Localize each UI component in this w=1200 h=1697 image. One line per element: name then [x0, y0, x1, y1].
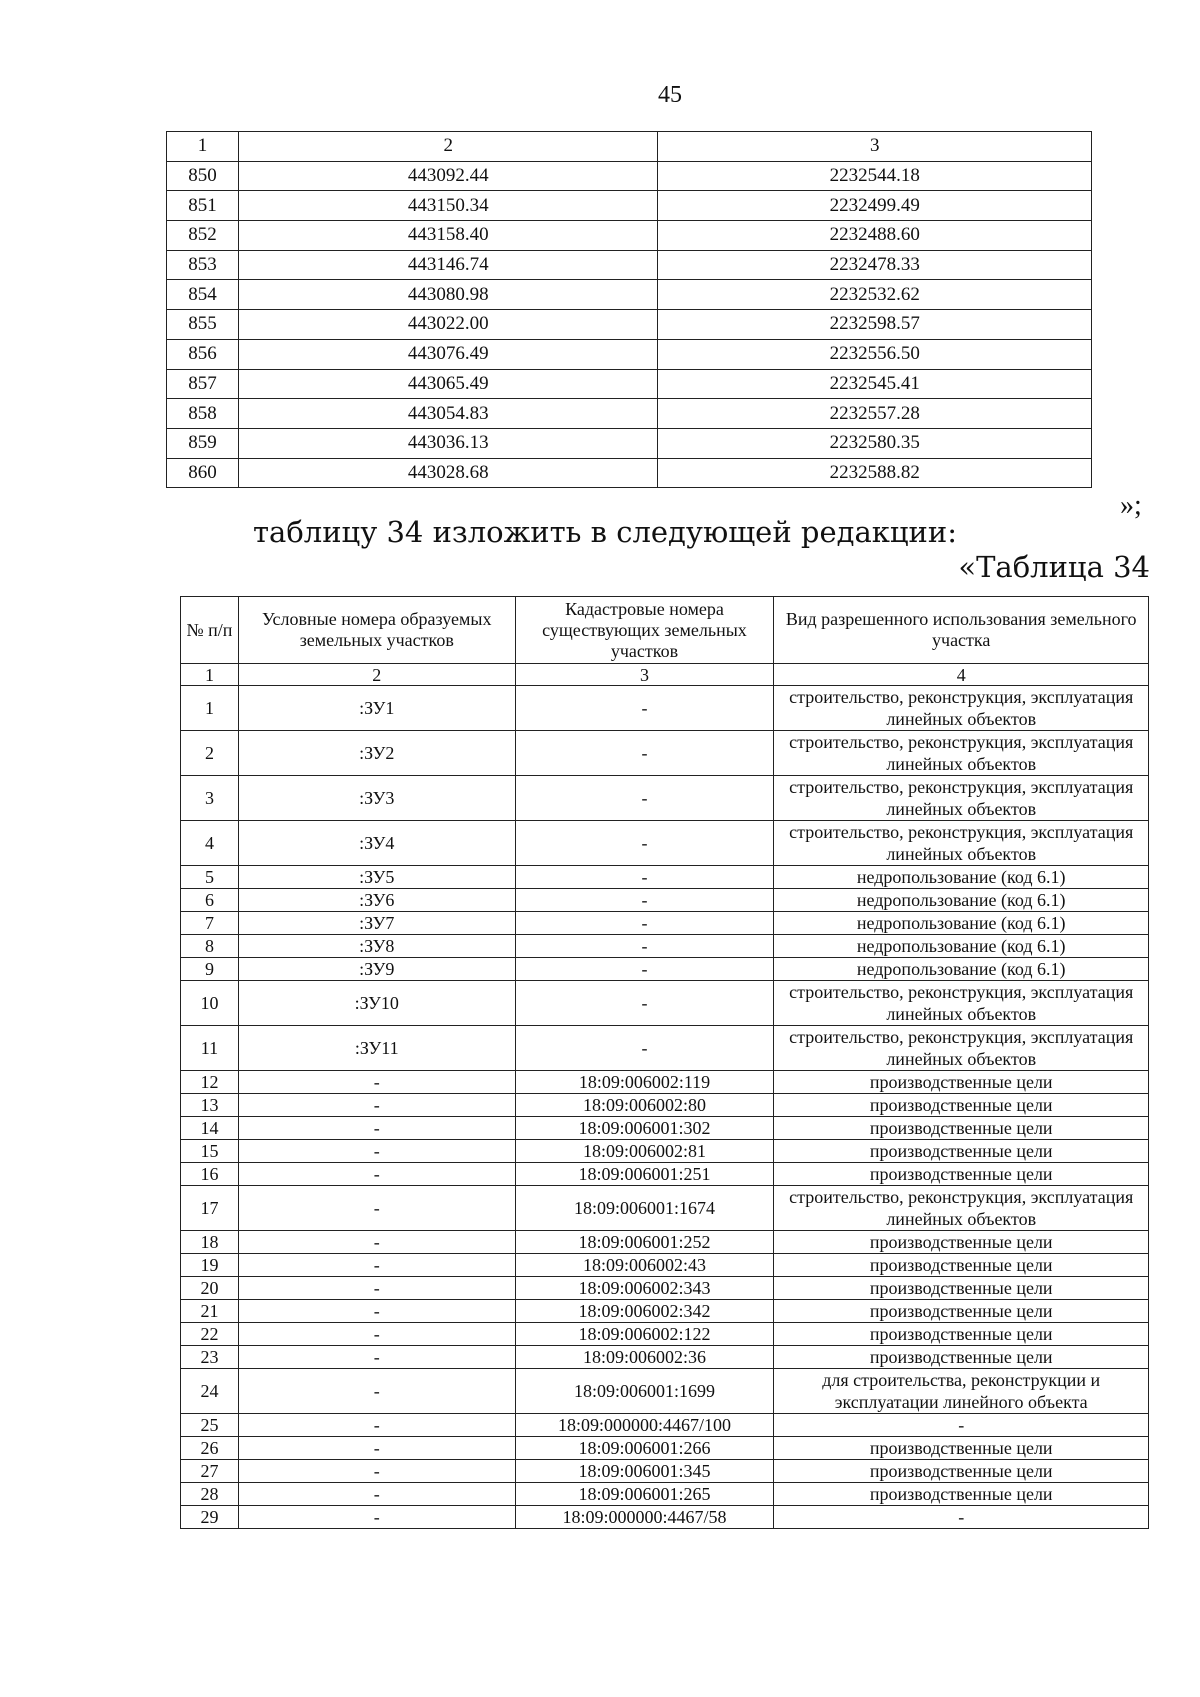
x-coordinate-cell: 443022.00 — [238, 310, 658, 340]
land-use-cell: строительство, реконструкция, эксплуатация линейных объектов — [774, 1026, 1149, 1071]
cadastral-number-cell: 18:09:006002:80 — [515, 1094, 774, 1117]
cadastral-number-cell: 18:09:006001:251 — [515, 1163, 774, 1186]
point-number-cell: 857 — [167, 369, 239, 399]
land-use-cell: строительство, реконструкция, эксплуатация линейных объектов — [774, 981, 1149, 1026]
table-header-row — [167, 132, 1092, 162]
cadastral-number-cell: - — [515, 935, 774, 958]
cadastral-number-cell: 18:09:006002:119 — [515, 1071, 774, 1094]
x-coordinate-cell: 443158.40 — [238, 221, 658, 251]
table-row — [167, 458, 1092, 488]
row-number-cell: 8 — [181, 935, 239, 958]
cadastral-number-cell: 18:09:000000:4467/100 — [515, 1414, 774, 1437]
land-use-cell: строительство, реконструкция, эксплуатация линейных объектов — [774, 731, 1149, 776]
row-number-cell: 18 — [181, 1231, 239, 1254]
table-row — [167, 161, 1092, 191]
row-number-cell: 16 — [181, 1163, 239, 1186]
row-number-cell: 4 — [181, 821, 239, 866]
table-row — [181, 935, 1149, 958]
table-row — [181, 1369, 1149, 1414]
column-number-cell: 3 — [515, 664, 774, 686]
cadastral-number-cell: 18:09:006001:1674 — [515, 1186, 774, 1231]
table-row — [181, 958, 1149, 981]
row-number-cell: 20 — [181, 1277, 239, 1300]
plot-designation-cell: - — [238, 1414, 515, 1437]
land-use-cell: производственные цели — [774, 1277, 1149, 1300]
plot-designation-cell: - — [238, 1071, 515, 1094]
cadastral-number-cell: - — [515, 981, 774, 1026]
page-number: 45 — [658, 82, 682, 108]
plot-designation-cell: - — [238, 1140, 515, 1163]
land-use-cell: недропользование (код 6.1) — [774, 912, 1149, 935]
x-coordinate-cell: 443065.49 — [238, 369, 658, 399]
cadastral-number-cell: 18:09:006002:122 — [515, 1323, 774, 1346]
plot-designation-cell: - — [238, 1277, 515, 1300]
table-row — [181, 821, 1149, 866]
table-row — [181, 1231, 1149, 1254]
point-number-cell: 860 — [167, 458, 239, 488]
table-row — [181, 1186, 1149, 1231]
plot-designation-cell: :ЗУ4 — [238, 821, 515, 866]
x-coordinate-cell: 443076.49 — [238, 339, 658, 369]
plot-designation-cell: - — [238, 1323, 515, 1346]
land-use-cell: производственные цели — [774, 1094, 1149, 1117]
table-row — [167, 280, 1092, 310]
table-row — [181, 1483, 1149, 1506]
table-row — [181, 1163, 1149, 1186]
plot-designation-cell: :ЗУ6 — [238, 889, 515, 912]
point-number-cell: 856 — [167, 339, 239, 369]
plot-designation-cell: :ЗУ10 — [238, 981, 515, 1026]
plot-designation-cell: - — [238, 1117, 515, 1140]
row-number-cell: 28 — [181, 1483, 239, 1506]
row-number-cell: 1 — [181, 686, 239, 731]
land-use-cell: - — [774, 1506, 1149, 1529]
plot-designation-cell: :ЗУ9 — [238, 958, 515, 981]
land-plots-table — [180, 596, 1149, 1529]
cadastral-number-cell: 18:09:006002:342 — [515, 1300, 774, 1323]
plot-designation-cell: - — [238, 1346, 515, 1369]
plot-designation-cell: :ЗУ11 — [238, 1026, 515, 1071]
column-number-row — [181, 664, 1149, 686]
land-use-cell: недропользование (код 6.1) — [774, 935, 1149, 958]
table-row — [167, 428, 1092, 458]
row-number-cell: 3 — [181, 776, 239, 821]
point-number-cell: 858 — [167, 399, 239, 429]
table-row — [181, 1346, 1149, 1369]
point-number-cell: 850 — [167, 161, 239, 191]
table-row — [181, 1254, 1149, 1277]
table-row — [181, 1026, 1149, 1071]
y-coordinate-cell: 2232580.35 — [658, 428, 1092, 458]
point-number-cell: 855 — [167, 310, 239, 340]
table-row — [181, 1437, 1149, 1460]
column-number-cell: 4 — [774, 664, 1149, 686]
table-row — [181, 1414, 1149, 1437]
cadastral-number-cell: 18:09:006002:81 — [515, 1140, 774, 1163]
plot-designation-cell: - — [238, 1460, 515, 1483]
row-number-cell: 29 — [181, 1506, 239, 1529]
point-number-cell: 852 — [167, 221, 239, 251]
plot-designation-cell: :ЗУ1 — [238, 686, 515, 731]
table-row — [181, 866, 1149, 889]
land-use-cell: - — [774, 1414, 1149, 1437]
cadastral-number-cell: 18:09:006002:36 — [515, 1346, 774, 1369]
table-row — [181, 1140, 1149, 1163]
y-coordinate-cell: 2232557.28 — [658, 399, 1092, 429]
cadastral-number-cell: - — [515, 889, 774, 912]
column-header: № п/п — [181, 597, 239, 664]
table-row — [181, 912, 1149, 935]
cadastral-number-cell: - — [515, 686, 774, 731]
cadastral-number-cell: - — [515, 821, 774, 866]
x-coordinate-cell: 443092.44 — [238, 161, 658, 191]
cadastral-number-cell: 18:09:006001:1699 — [515, 1369, 774, 1414]
cadastral-number-cell: - — [515, 958, 774, 981]
land-use-cell: производственные цели — [774, 1437, 1149, 1460]
column-number-cell: 1 — [181, 664, 239, 686]
row-number-cell: 23 — [181, 1346, 239, 1369]
row-number-cell: 24 — [181, 1369, 239, 1414]
land-use-cell: недропользование (код 6.1) — [774, 958, 1149, 981]
y-coordinate-cell: 2232545.41 — [658, 369, 1092, 399]
land-use-cell: производственные цели — [774, 1300, 1149, 1323]
column-number-cell: 2 — [238, 664, 515, 686]
instruction-text: таблицу 34 изложить в следующей редакции: — [253, 515, 957, 549]
cadastral-number-cell: - — [515, 731, 774, 776]
y-coordinate-cell: 2232532.62 — [658, 280, 1092, 310]
table-row — [167, 221, 1092, 251]
row-number-cell: 14 — [181, 1117, 239, 1140]
plot-designation-cell: :ЗУ7 — [238, 912, 515, 935]
table-row — [181, 1506, 1149, 1529]
plot-designation-cell: - — [238, 1506, 515, 1529]
row-number-cell: 21 — [181, 1300, 239, 1323]
x-coordinate-cell: 443028.68 — [238, 458, 658, 488]
land-use-cell: строительство, реконструкция, эксплуатация линейных объектов — [774, 1186, 1149, 1231]
table-row — [181, 1117, 1149, 1140]
plot-designation-cell: - — [238, 1254, 515, 1277]
table-row — [167, 339, 1092, 369]
row-number-cell: 5 — [181, 866, 239, 889]
coordinates-table — [166, 131, 1092, 488]
column-number-cell: 2 — [238, 132, 658, 162]
table-row — [181, 1071, 1149, 1094]
table-row — [167, 399, 1092, 429]
plot-designation-cell: - — [238, 1094, 515, 1117]
land-use-cell: производственные цели — [774, 1460, 1149, 1483]
point-number-cell: 854 — [167, 280, 239, 310]
point-number-cell: 853 — [167, 250, 239, 280]
table-row — [181, 686, 1149, 731]
table-row — [181, 1094, 1149, 1117]
plot-designation-cell: - — [238, 1163, 515, 1186]
cadastral-number-cell: 18:09:006002:343 — [515, 1277, 774, 1300]
land-use-cell: недропользование (код 6.1) — [774, 889, 1149, 912]
y-coordinate-cell: 2232588.82 — [658, 458, 1092, 488]
plot-designation-cell: :ЗУ8 — [238, 935, 515, 958]
land-use-cell: производственные цели — [774, 1346, 1149, 1369]
table-row — [167, 369, 1092, 399]
row-number-cell: 27 — [181, 1460, 239, 1483]
cadastral-number-cell: - — [515, 1026, 774, 1071]
table-row — [167, 191, 1092, 221]
y-coordinate-cell: 2232598.57 — [658, 310, 1092, 340]
y-coordinate-cell: 2232488.60 — [658, 221, 1092, 251]
closing-quote-mark: »; — [1120, 490, 1142, 521]
row-number-cell: 12 — [181, 1071, 239, 1094]
table-header-row — [181, 597, 1149, 664]
land-use-cell: производственные цели — [774, 1163, 1149, 1186]
plot-designation-cell: :ЗУ3 — [238, 776, 515, 821]
land-use-cell: строительство, реконструкция, эксплуатация линейных объектов — [774, 686, 1149, 731]
land-use-cell: производственные цели — [774, 1323, 1149, 1346]
column-header: Кадастровые номера существующих земельных участков — [515, 597, 774, 664]
x-coordinate-cell: 443146.74 — [238, 250, 658, 280]
plot-designation-cell: :ЗУ5 — [238, 866, 515, 889]
land-use-cell: производственные цели — [774, 1231, 1149, 1254]
column-header: Вид разрешенного использования земельного участка — [774, 597, 1149, 664]
row-number-cell: 2 — [181, 731, 239, 776]
cadastral-number-cell: - — [515, 866, 774, 889]
table-row — [181, 1460, 1149, 1483]
column-number-cell: 3 — [658, 132, 1092, 162]
row-number-cell: 17 — [181, 1186, 239, 1231]
row-number-cell: 9 — [181, 958, 239, 981]
cadastral-number-cell: - — [515, 912, 774, 935]
table-row — [181, 1277, 1149, 1300]
cadastral-number-cell: 18:09:006001:265 — [515, 1483, 774, 1506]
table-row — [181, 776, 1149, 821]
land-use-cell: производственные цели — [774, 1071, 1149, 1094]
land-use-cell: для строительства, реконструкции и эксплуатации линейного объекта — [774, 1369, 1149, 1414]
row-number-cell: 6 — [181, 889, 239, 912]
cadastral-number-cell: 18:09:000000:4467/58 — [515, 1506, 774, 1529]
table-row — [181, 731, 1149, 776]
table-34-caption: «Таблица 34 — [958, 550, 1150, 584]
y-coordinate-cell: 2232544.18 — [658, 161, 1092, 191]
x-coordinate-cell: 443080.98 — [238, 280, 658, 310]
row-number-cell: 15 — [181, 1140, 239, 1163]
cadastral-number-cell: 18:09:006001:266 — [515, 1437, 774, 1460]
table-row — [167, 310, 1092, 340]
row-number-cell: 25 — [181, 1414, 239, 1437]
table-row — [167, 250, 1092, 280]
table-row — [181, 1323, 1149, 1346]
point-number-cell: 859 — [167, 428, 239, 458]
column-header: Условные номера образуемых земельных участков — [238, 597, 515, 664]
plot-designation-cell: - — [238, 1186, 515, 1231]
land-use-cell: недропользование (код 6.1) — [774, 866, 1149, 889]
table-row — [181, 981, 1149, 1026]
row-number-cell: 10 — [181, 981, 239, 1026]
row-number-cell: 11 — [181, 1026, 239, 1071]
row-number-cell: 26 — [181, 1437, 239, 1460]
plot-designation-cell: - — [238, 1300, 515, 1323]
land-use-cell: производственные цели — [774, 1254, 1149, 1277]
row-number-cell: 22 — [181, 1323, 239, 1346]
y-coordinate-cell: 2232499.49 — [658, 191, 1092, 221]
cadastral-number-cell: - — [515, 776, 774, 821]
y-coordinate-cell: 2232556.50 — [658, 339, 1092, 369]
x-coordinate-cell: 443054.83 — [238, 399, 658, 429]
cadastral-number-cell: 18:09:006001:345 — [515, 1460, 774, 1483]
cadastral-number-cell: 18:09:006001:252 — [515, 1231, 774, 1254]
cadastral-number-cell: 18:09:006002:43 — [515, 1254, 774, 1277]
land-use-cell: производственные цели — [774, 1117, 1149, 1140]
x-coordinate-cell: 443036.13 — [238, 428, 658, 458]
plot-designation-cell: - — [238, 1369, 515, 1414]
table-row — [181, 1300, 1149, 1323]
plot-designation-cell: :ЗУ2 — [238, 731, 515, 776]
plot-designation-cell: - — [238, 1483, 515, 1506]
x-coordinate-cell: 443150.34 — [238, 191, 658, 221]
land-use-cell: строительство, реконструкция, эксплуатация линейных объектов — [774, 776, 1149, 821]
row-number-cell: 13 — [181, 1094, 239, 1117]
point-number-cell: 851 — [167, 191, 239, 221]
land-use-cell: производственные цели — [774, 1140, 1149, 1163]
row-number-cell: 7 — [181, 912, 239, 935]
land-use-cell: строительство, реконструкция, эксплуатация линейных объектов — [774, 821, 1149, 866]
plot-designation-cell: - — [238, 1231, 515, 1254]
column-number-cell: 1 — [167, 132, 239, 162]
y-coordinate-cell: 2232478.33 — [658, 250, 1092, 280]
row-number-cell: 19 — [181, 1254, 239, 1277]
land-use-cell: производственные цели — [774, 1483, 1149, 1506]
cadastral-number-cell: 18:09:006001:302 — [515, 1117, 774, 1140]
table-row — [181, 889, 1149, 912]
plot-designation-cell: - — [238, 1437, 515, 1460]
